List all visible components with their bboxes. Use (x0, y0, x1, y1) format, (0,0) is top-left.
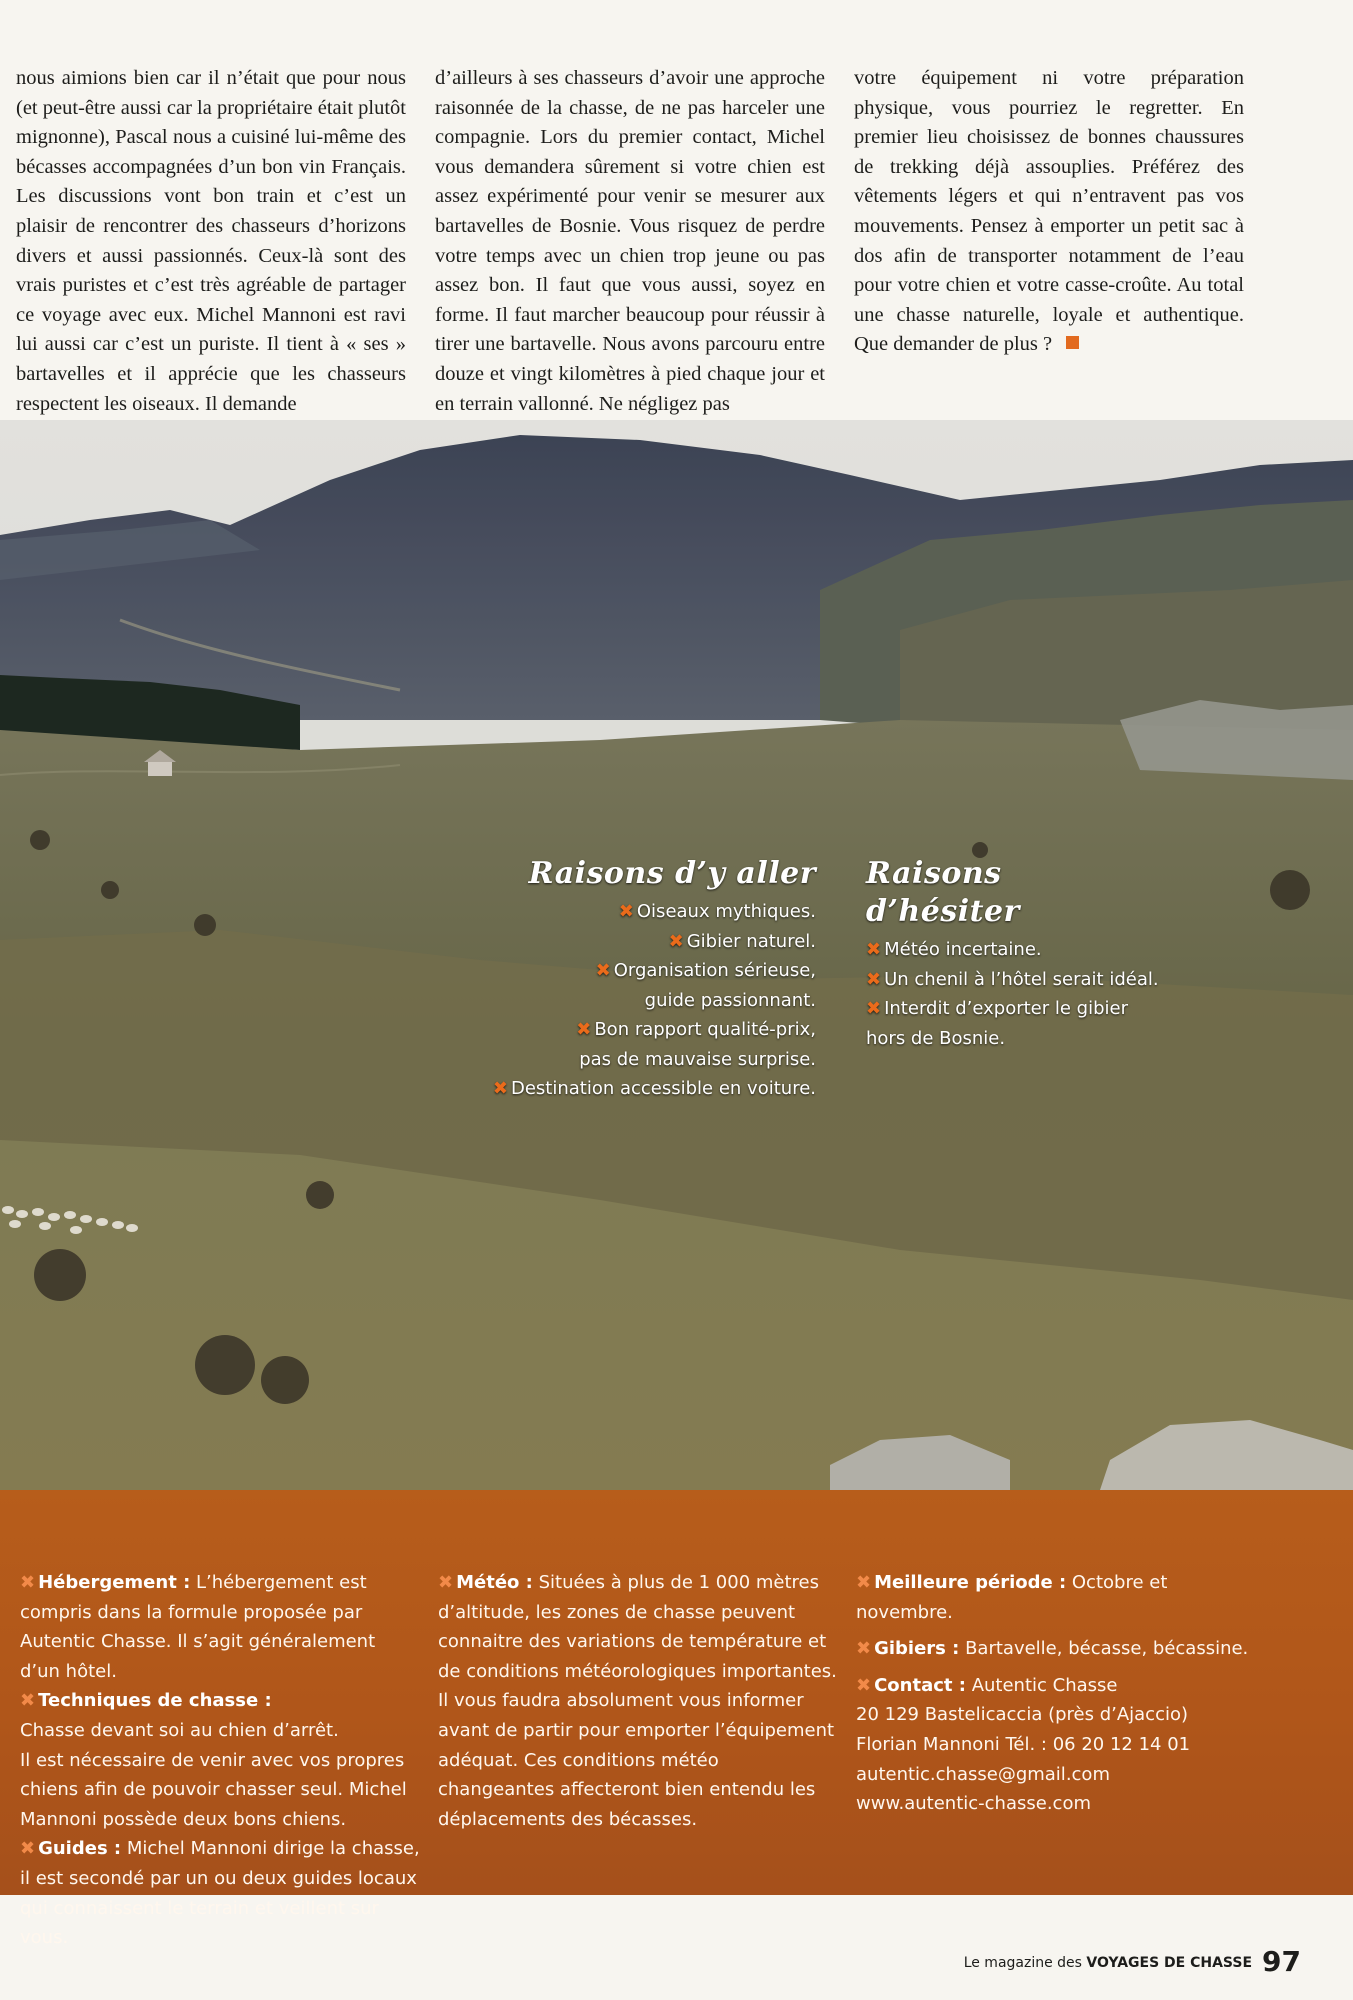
list-item (456, 956, 816, 986)
article-column-1: nous aimions bien car il n’était que pour nous (et peut-être aussi car la propriétaire était plutôt mignonne), Pascal nous a cuisiné lui-même des bécasses accompagnées d’un bon vin Français. Les discussions vont bon train et c’est un plaisir de rencontrer des chasseurs d’horizons divers et aussi passionnés. Ceux-là sont des vrais puristes et c’est très agréable de partager ce voyage avec eux. Michel Mannoni est ravi lui aussi car c’est un puriste. Il tient à « ses » bartavelles et il apprécie que les chasseurs respectent les oiseaux. Il demande (16, 67, 406, 415)
list-item-continuation (456, 1045, 816, 1075)
list-item (866, 935, 1166, 965)
info-gibiers (856, 1634, 1256, 1664)
practical-info-band (0, 1490, 1353, 1949)
cross-bullet-icon: ✖ (595, 960, 611, 981)
info-label: Contact : (874, 1674, 966, 1696)
contact-email: autentic.chasse@gmail.com (856, 1763, 1110, 1785)
cross-bullet-icon: ✖ (20, 1572, 36, 1593)
list-item-text: hors de Bosnie. (866, 1027, 1006, 1049)
cross-bullet-icon: ✖ (866, 939, 882, 960)
info-label: Techniques de chasse : (38, 1690, 272, 1712)
reasons-to-go-list (456, 897, 816, 1104)
end-of-article-square-icon (1066, 336, 1079, 349)
list-item-text: pas de mauvaise surprise. (579, 1048, 816, 1070)
page-number: 97 (1262, 1945, 1301, 1978)
list-item-continuation (866, 1024, 1166, 1054)
list-item-text: Gibier naturel. (686, 930, 816, 952)
cross-bullet-icon: ✖ (866, 998, 882, 1019)
cross-bullet-icon: ✖ (856, 1674, 872, 1696)
contact-address: 20 129 Bastelicaccia (près d’Ajaccio) (856, 1704, 1189, 1726)
info-text: Situées à plus de 1 000 mètres d’altitude, les zones de chasse peuvent connaitre des variations de température et de conditions météorologiques importantes. Il vous faudra absolument vous informer avant de partir pour emporter l’équipement adéquat. Ces conditions météo changeantes affecteront bien entendu les déplacements des bécasses. (438, 1572, 837, 1830)
list-item-text: guide passionnant. (644, 989, 816, 1011)
magazine-prefix: Le magazine des (963, 1955, 1087, 1971)
info-guides (20, 1834, 420, 1952)
cross-bullet-icon: ✖ (618, 901, 634, 922)
info-label: Meilleure période : (874, 1572, 1067, 1593)
info-label: Gibiers : (874, 1638, 960, 1660)
info-text: Michel Mannoni dirige la chasse, il est secondé par un ou deux guides locaux qui connaissent le terrain et veillent sur vous. (20, 1838, 420, 1949)
info-column-3 (856, 1568, 1256, 1819)
info-periode (856, 1568, 1256, 1627)
list-item-text: Organisation sérieuse, (613, 960, 816, 981)
cross-bullet-icon: ✖ (856, 1572, 872, 1593)
cross-bullet-icon: ✖ (20, 1690, 36, 1712)
info-text: Autentic Chasse (965, 1674, 1118, 1696)
cross-bullet-icon: ✖ (438, 1572, 454, 1593)
page-footer (964, 1945, 1301, 1978)
info-meteo (438, 1568, 838, 1834)
list-item-text: Météo incertaine. (884, 939, 1042, 960)
info-techniques-line1: Chasse devant soi au chien d’arrêt. (20, 1719, 339, 1741)
contact-phone: Florian Mannoni Tél. : 06 20 12 14 01 (856, 1733, 1191, 1755)
article-columns (16, 64, 1244, 419)
list-item (456, 1074, 816, 1104)
info-techniques-line2: Il est nécessaire de venir avec vos propres chiens afin de pouvoir chasser seul. Michel Mannoni possède deux bons chiens. (20, 1749, 407, 1830)
info-text: Octobre et novembre. (856, 1572, 1168, 1623)
list-item-text: Un chenil à l’hôtel serait idéal. (884, 968, 1159, 990)
reasons-to-hesitate-box (866, 855, 1166, 1053)
info-column-2 (438, 1568, 838, 1834)
list-item (866, 994, 1166, 1024)
article-column-3 (854, 64, 1244, 419)
reasons-to-go-title: Raisons d’y aller (528, 856, 816, 891)
list-item (456, 1015, 816, 1045)
cross-bullet-icon: ✖ (576, 1019, 592, 1040)
cross-bullet-icon: ✖ (668, 930, 684, 952)
reasons-to-go-box (456, 855, 816, 1104)
cross-bullet-icon: ✖ (866, 968, 882, 990)
info-column-1 (20, 1568, 420, 1953)
list-item-text: Oiseaux mythiques. (636, 901, 816, 922)
info-label: Météo : (456, 1572, 533, 1593)
info-hebergement (20, 1568, 420, 1686)
info-text: Bartavelle, bécasse, bécassine. (959, 1638, 1249, 1660)
list-item-text: Destination accessible en voiture. (510, 1078, 816, 1099)
list-item-continuation (456, 986, 816, 1016)
cross-bullet-icon: ✖ (492, 1078, 508, 1099)
cross-bullet-icon: ✖ (20, 1838, 36, 1860)
contact-website: www.autentic-chasse.com (856, 1793, 1091, 1815)
info-label: Hébergement : (38, 1572, 191, 1593)
list-item-text: Interdit d’exporter le gibier (884, 998, 1129, 1019)
cross-bullet-icon: ✖ (856, 1638, 872, 1660)
info-text: L’hébergement est compris dans la formule proposée par Autentic Chasse. Il s’agit généralement d’un hôtel. (20, 1572, 376, 1682)
info-techniques (20, 1686, 420, 1716)
article-column-3-text: votre équipement ni votre préparation physique, vous pourriez le regretter. En premier lieu choisissez de bonnes chaussures de trekking déjà assouplies. Préférez des vêtements légers et qui n’entravent pas vos mouvements. Pensez à emporter un petit sac à dos afin de transporter notamment de l’eau pour votre chien et votre casse-croûte. Au total une chasse naturelle, loyale et authentique. Que demander de plus ? (854, 67, 1244, 356)
list-item (456, 927, 816, 957)
list-item (456, 897, 816, 927)
article-column-2: d’ailleurs à ses chasseurs d’avoir une approche raisonnée de la chasse, de ne pas harceler une compagnie. Lors du premier contact, Michel vous demandera sûrement si votre chien est assez expérimenté pour venir se mesurer aux bartavelles de Bosnie. Vous risquez de perdre votre temps avec un chien trop jeune ou pas assez bon. Il faut que vous aussi, soyez en forme. Il faut marcher beaucoup pour réussir à tirer une bartavelle. Nous avons parcouru entre douze et vingt kilomètres à pied chaque jour et en terrain vallonné. Ne négligez pas (435, 67, 825, 415)
list-item-text: Bon rapport qualité-prix, (594, 1019, 816, 1040)
info-contact (856, 1671, 1256, 1701)
info-label: Guides : (38, 1838, 122, 1860)
list-item (866, 965, 1166, 995)
reasons-to-hesitate-title: Raisons d’hésiter (866, 856, 1020, 929)
reasons-to-hesitate-list (866, 935, 1166, 1053)
magazine-title: VOYAGES DE CHASSE (1086, 1955, 1253, 1971)
magazine-name (964, 1955, 1252, 1971)
